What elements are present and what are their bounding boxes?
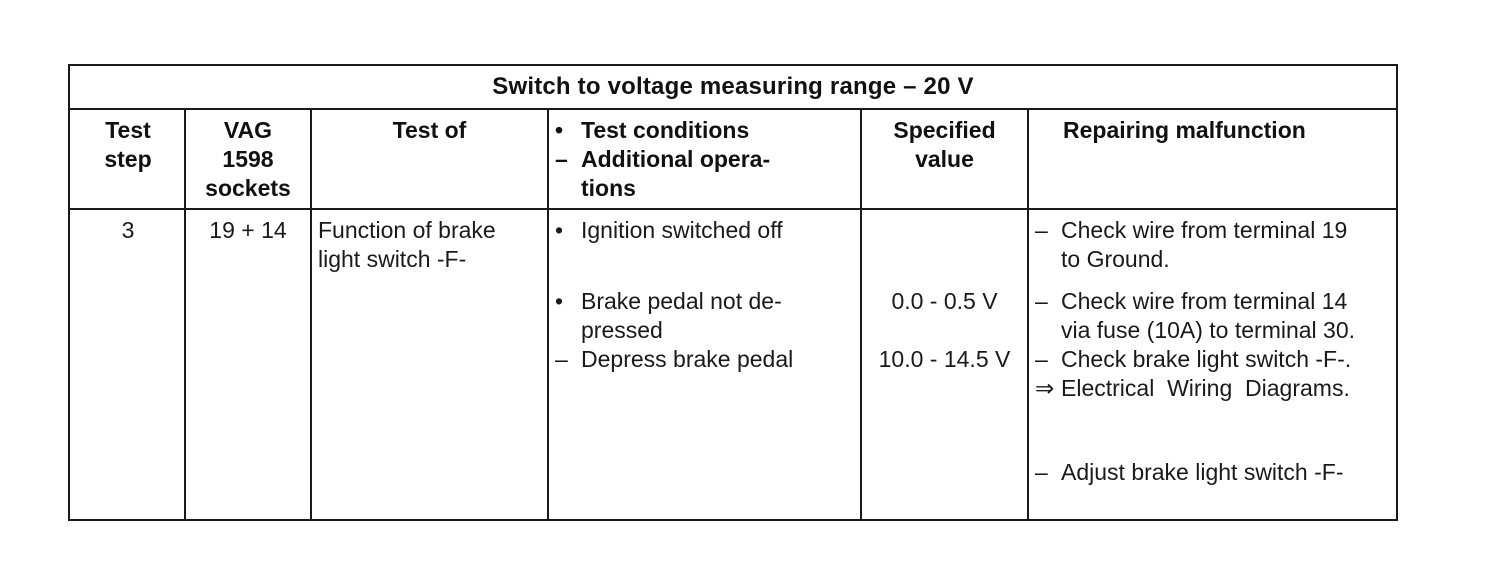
- specified-value: 10.0 - 14.5 V: [878, 346, 1011, 372]
- repair-item: – Check wire from terminal 19 to Ground.: [1035, 217, 1348, 272]
- cell-test-step: 3: [121, 217, 135, 243]
- header-conditions-line: tions: [581, 175, 636, 201]
- header-specified-value: [862, 116, 1027, 174]
- double-arrow-icon: ⇒: [1035, 375, 1055, 401]
- test-table: [68, 64, 1398, 521]
- header-conditions: [555, 116, 855, 203]
- dash-icon: –: [1035, 288, 1048, 314]
- repair-item: ⇒ Electrical Wiring Diagrams.: [1035, 375, 1350, 401]
- header-vag-line: 1598: [222, 146, 274, 172]
- cell-test-of-line: light switch -F-: [318, 246, 467, 272]
- header-specified-line: Specified: [893, 117, 996, 143]
- repair-item: – Adjust brake light switch -F-: [1035, 459, 1344, 485]
- header-test-step: [72, 116, 184, 174]
- header-vag-sockets: [186, 116, 310, 203]
- dash-icon: –: [1035, 346, 1048, 372]
- column-divider: [1027, 110, 1029, 519]
- header-test-of-label: Test of: [392, 117, 467, 143]
- cell-test-of: [318, 216, 546, 274]
- header-vag-line: sockets: [205, 175, 291, 201]
- table-title: Switch to voltage measuring range – 20 V: [70, 66, 1396, 110]
- repair-item: – Check wire from terminal 14 via fuse (10A) to terminal 30.: [1035, 288, 1356, 343]
- header-repairing: [1063, 116, 1393, 145]
- column-divider: [310, 110, 312, 519]
- header-specified-line: value: [915, 146, 974, 172]
- specified-value: 0.0 - 0.5 V: [891, 288, 998, 314]
- cell-test-of-line: Function of brake: [318, 217, 496, 243]
- header-test-step-line: step: [104, 146, 152, 172]
- header-divider: [70, 208, 1396, 210]
- dash-icon: –: [1035, 459, 1048, 485]
- header-test-of: [312, 116, 547, 145]
- condition-item: • Ignition switched off: [555, 217, 783, 243]
- repair-item: – Check brake light switch -F-.: [1035, 346, 1352, 372]
- dash-icon: –: [555, 346, 568, 372]
- condition-item: • Brake pedal not de- pressed: [555, 288, 782, 343]
- bullet-icon: •: [555, 288, 564, 314]
- header-conditions-line: • Test conditions: [555, 117, 750, 143]
- header-vag-line: VAG: [223, 117, 273, 143]
- condition-item: – Depress brake pedal: [555, 346, 794, 372]
- column-divider: [547, 110, 549, 519]
- bullet-icon: •: [555, 217, 564, 243]
- cell-sockets: 19 + 14: [209, 217, 287, 243]
- header-conditions-line: – Additional opera-: [555, 146, 771, 172]
- dash-icon: –: [1035, 217, 1048, 243]
- header-repairing-label: Repairing malfunction: [1063, 117, 1306, 143]
- header-test-step-line: Test: [105, 117, 151, 143]
